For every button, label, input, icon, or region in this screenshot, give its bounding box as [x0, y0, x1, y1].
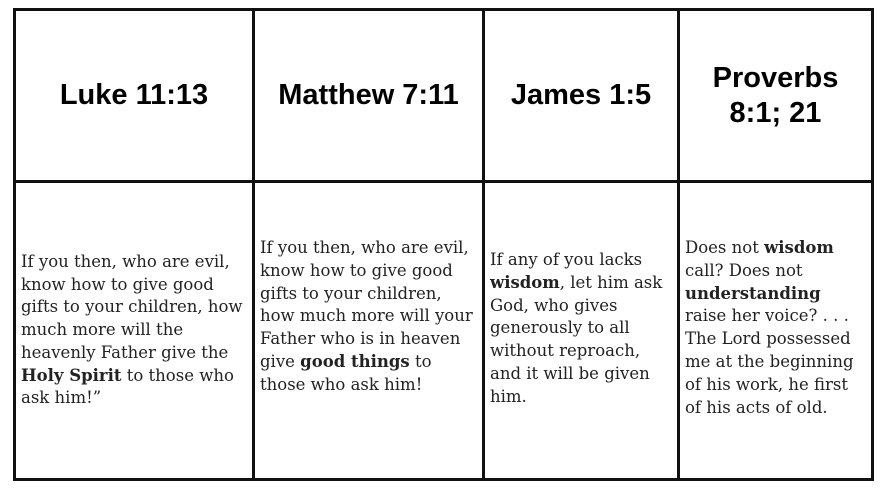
- emphasis-good-things: good things: [300, 351, 410, 371]
- verse-comparison-table: [13, 8, 874, 481]
- header-proverbs: [680, 11, 871, 183]
- verse-cell-james: [485, 183, 680, 478]
- verse-text-james: If any of you lacks wisdom, let him ask God, who gives generously to all without reproach, and it will be given him.: [490, 250, 663, 406]
- heading-james: James 1:5: [510, 79, 652, 112]
- verse-cell-proverbs: [680, 183, 871, 478]
- verse-text-matthew: If you then, who are evil, know how to give good gifts to your children, how much more will your Father who is in heaven give good things to those who ask him!: [260, 238, 473, 394]
- emphasis-wisdom-james: wisdom: [490, 272, 560, 292]
- verse-cell-matthew: [255, 183, 485, 478]
- verse-text-proverbs: Does not wisdom call? Does not understanding raise her voice? . . . The Lord possessed me at the beginning of his work, he first of his acts of old.: [685, 238, 854, 417]
- verse-text-luke: If you then, who are evil, know how to give good gifts to your children, how much more will the heavenly Father give the Holy Spirit to those who ask him!”: [21, 251, 243, 408]
- heading-proverbs: Proverbs 8:1; 21: [712, 61, 839, 129]
- emphasis-wisdom-proverbs: wisdom: [764, 238, 834, 257]
- heading-matthew: Matthew 7:11: [278, 79, 459, 112]
- verse-cell-luke: [16, 183, 255, 478]
- emphasis-holy-spirit: Holy Spirit: [21, 365, 122, 385]
- header-james: [485, 11, 680, 183]
- emphasis-understanding: understanding: [685, 283, 821, 303]
- heading-luke: Luke 11:13: [59, 79, 209, 112]
- header-luke: [16, 11, 255, 183]
- header-matthew: [255, 11, 485, 183]
